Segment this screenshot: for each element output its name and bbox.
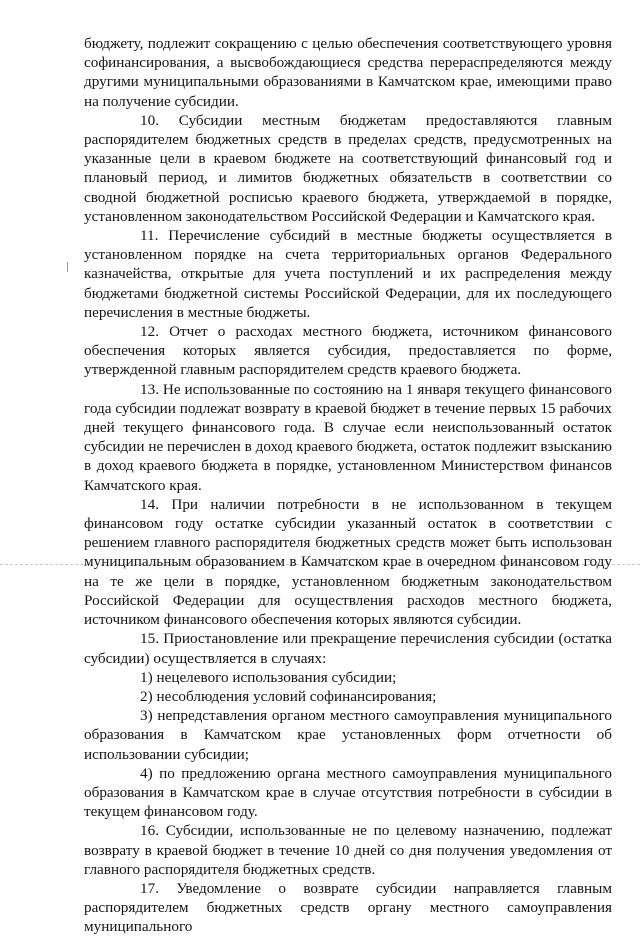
document-page (84, 34, 612, 937)
paragraph-10: 10. Субсидии местным бюджетам предоставляются главным распорядителем бюджетных средств в пределах средств, предусмотренных на указанные цели в краевом бюджете на соответствующий финансовый год и плановый период, и лимитов бюджетных обязательств в соответствии со сводной бюджетной росписью краевого бюджета, утверждаемой в порядке, установленном законодательством Российской Федерации и Камчатского края. (84, 111, 612, 225)
list-item-1: 1) нецелевого использования субсидии; (140, 668, 397, 686)
paragraph-11: 11. Перечисление субсидий в местные бюджеты осуществляется в установленном порядке на счета территориальных органов Федерального казначейства, открытые для учета поступлений и их распределения между бюджетами бюджетной системы Российской Федерации, для их последующего перечисления в местные бюджеты. (84, 227, 612, 321)
paragraph-17: 17. Уведомление о возврате субсидии направляется главным распорядителем бюджетных средств органу местного самоуправления муниципального (84, 879, 612, 936)
paragraph-16: 16. Субсидии, использованные не по целевому назначению, подлежат возврату в краевой бюджет в течение 10 дней со дня получения уведомления от главного распорядителя бюджетных средств. (84, 822, 612, 878)
paragraph-13: 13. Не использованные по состоянию на 1 января текущего финансового года субсидии подлежат возврату в краевой бюджет в течение первых 15 рабочих дней текущего финансового года. В случае если неиспользованный остаток субсидии не перечислен в доход краевого бюджета, остаток подлежит взысканию в доход краевого бюджета в порядке, установленном Министерством финансов Камчатского края. (84, 380, 612, 494)
paragraph-12: 12. Отчет о расходах местного бюджета, источником финансового обеспечения которых является субсидия, предоставляется по форме, утвержденной главным распорядителем средств краевого бюджета. (84, 323, 612, 379)
paragraph-14: 14. При наличии потребности в не использованном в текущем финансовом году остатке субсидии указанный остаток в соответствии с решением главного распорядителя бюджетных средств может быть использован муниципальным образованием в Камчатском крае в очередном финансовом году на те же цели в порядке, установленном бюджетным законодательством Российской Федерации для осуществления расходов местного бюджета, источником финансового обеспечения которых являются субсидии. (84, 495, 612, 629)
list-item-3: 3) непредставления органом местного самоуправления муниципального образования в Камчатском крае установленных форм отчетности об использовании субсидии; (84, 707, 612, 763)
margin-mark (67, 262, 68, 272)
list-item-4: 4) по предложению органа местного самоуправления муниципального образования в Камчатском крае в случае отсутствия потребности в субсидии в текущем финансовом году. (84, 764, 612, 821)
list-item-2: 2) несоблюдения условий софинансирования; (140, 687, 437, 705)
paragraph-continued: бюджету, подлежит сокращению с целью обеспечения соответствующего уровня софинансирования, а высвобождающиеся средства перераспределяются между другими муниципальными образованиями в Камчатском крае, имеющими право на получение субсидии. (84, 35, 612, 110)
paragraph-15: 15. Приостановление или прекращение перечисления субсидии (остатка субсидии) осуществляется в случаях: (84, 630, 612, 667)
